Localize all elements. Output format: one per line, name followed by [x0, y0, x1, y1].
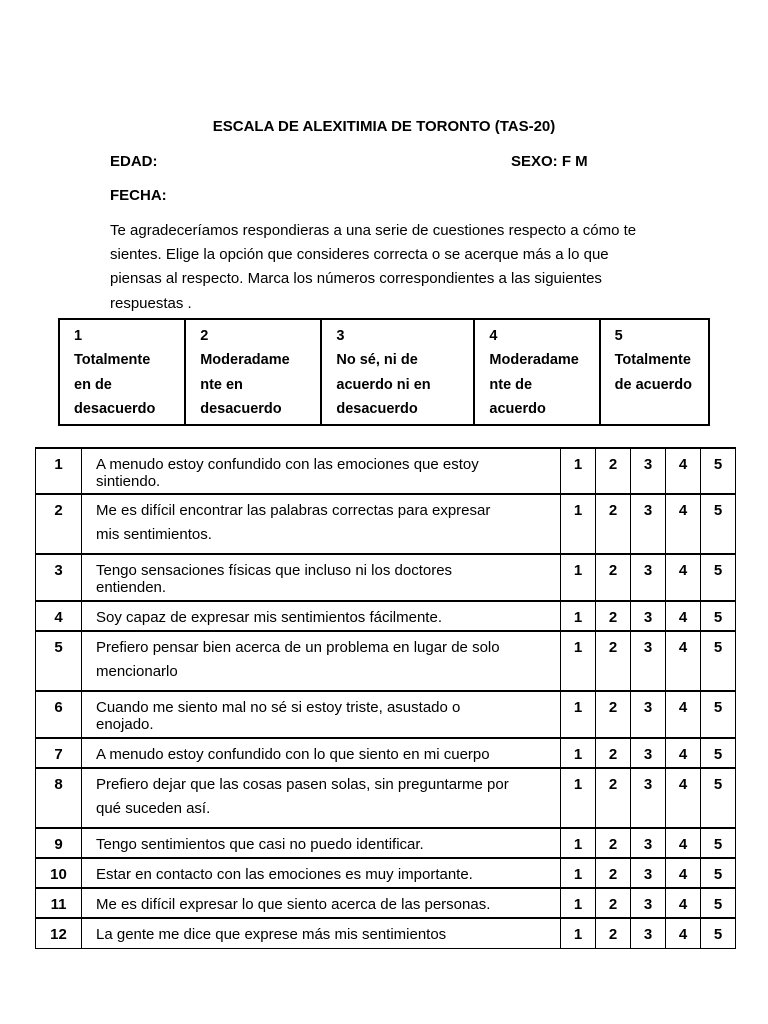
item-statement-line: Estar en contacto con las emociones es muy importante.	[96, 866, 473, 883]
item-3-option-1[interactable]: 1	[561, 554, 596, 601]
item-statement	[82, 554, 561, 601]
item-row-9	[36, 828, 736, 858]
legend-text: acuerdo	[489, 401, 546, 418]
item-row-11	[36, 888, 736, 918]
item-7-option-1[interactable]: 1	[561, 738, 596, 768]
item-statement	[82, 888, 561, 918]
item-2-option-3[interactable]: 3	[631, 494, 666, 554]
item-10-option-4[interactable]: 4	[666, 858, 701, 888]
item-statement-line: Tengo sentimientos que casi no puedo identificar.	[96, 836, 424, 853]
item-statement-line: A menudo estoy confundido con lo que siento en mi cuerpo	[96, 746, 490, 763]
item-number: 10	[36, 858, 82, 888]
legend-text: 1	[74, 328, 83, 344]
item-statement-line: mis sentimientos.	[96, 526, 212, 543]
item-4-option-1[interactable]: 1	[561, 601, 596, 631]
item-number: 7	[36, 738, 82, 768]
legend-text: en de	[74, 376, 112, 393]
document-title: ESCALA DE ALEXITIMIA DE TORONTO (TAS-20)	[212, 118, 556, 135]
item-11-option-3[interactable]: 3	[631, 888, 666, 918]
item-10-option-5[interactable]: 5	[701, 858, 736, 888]
item-5-option-4[interactable]: 4	[666, 631, 701, 691]
instructions-line: piensas al respecto. Marca los números correspondientes a las siguientes	[110, 270, 602, 288]
item-row-1	[36, 448, 736, 494]
item-statement	[82, 828, 561, 858]
item-3-option-5[interactable]: 5	[701, 554, 736, 601]
item-4-option-4[interactable]: 4	[666, 601, 701, 631]
legend-text: acuerdo ni en	[336, 376, 431, 393]
item-8-option-5[interactable]: 5	[701, 768, 736, 828]
legend-text: Totalmente	[614, 352, 691, 369]
item-1-option-2[interactable]: 2	[596, 448, 631, 494]
item-row-4	[36, 601, 736, 631]
item-5-option-1[interactable]: 1	[561, 631, 596, 691]
item-3-option-2[interactable]: 2	[596, 554, 631, 601]
item-statement-line: A menudo estoy confundido con las emociones que estoy	[96, 456, 479, 473]
item-statement-line: Me es difícil encontrar las palabras correctas para expresar	[96, 502, 491, 519]
item-number: 6	[36, 691, 82, 738]
item-6-option-2[interactable]: 2	[596, 691, 631, 738]
item-8-option-2[interactable]: 2	[596, 768, 631, 828]
item-statement-line: mencionarlo	[96, 663, 178, 680]
item-5-option-5[interactable]: 5	[701, 631, 736, 691]
item-7-option-3[interactable]: 3	[631, 738, 666, 768]
item-7-option-4[interactable]: 4	[666, 738, 701, 768]
instructions-line: respuestas .	[110, 294, 192, 312]
legend-text: desacuerdo	[74, 401, 156, 418]
item-11-option-2[interactable]: 2	[596, 888, 631, 918]
item-statement	[82, 691, 561, 738]
item-statement-line: enojado.	[96, 716, 154, 733]
item-row-5	[36, 631, 736, 691]
item-row-12	[36, 918, 736, 948]
legend-option-4	[475, 320, 600, 424]
legend-text: Totalmente	[74, 352, 151, 369]
item-11-option-4[interactable]: 4	[666, 888, 701, 918]
item-statement	[82, 738, 561, 768]
legend-text: 2	[200, 328, 209, 344]
item-8-option-4[interactable]: 4	[666, 768, 701, 828]
legend-text: desacuerdo	[200, 401, 282, 418]
response-scale-legend	[58, 318, 710, 426]
fecha-label: FECHA:	[110, 187, 167, 204]
item-2-option-1[interactable]: 1	[561, 494, 596, 554]
item-11-option-5[interactable]: 5	[701, 888, 736, 918]
item-statement-line: La gente me dice que exprese más mis sentimientos	[96, 926, 447, 943]
legend-text: 5	[614, 328, 623, 344]
item-3-option-3[interactable]: 3	[631, 554, 666, 601]
item-5-option-2[interactable]: 2	[596, 631, 631, 691]
item-10-option-3[interactable]: 3	[631, 858, 666, 888]
legend-text: 3	[336, 328, 345, 344]
item-row-8	[36, 768, 736, 828]
item-statement-line: Cuando me siento mal no sé si estoy triste, asustado o	[96, 699, 461, 716]
instructions-line: Te agradeceríamos respondieras a una serie de cuestiones respecto a cómo te	[110, 222, 637, 239]
item-statement-line: Prefiero dejar que las cosas pasen solas, sin preguntarme por	[96, 776, 509, 793]
item-number: 1	[36, 448, 82, 494]
legend-text: 4	[489, 328, 498, 344]
item-12-option-5[interactable]: 5	[701, 918, 736, 948]
item-statement-line: Soy capaz de expresar mis sentimientos fácilmente.	[96, 609, 442, 626]
edad-label: EDAD:	[110, 153, 158, 170]
legend-text: No sé, ni de	[336, 352, 418, 369]
item-statement-line: sintiendo.	[96, 473, 161, 490]
item-row-10	[36, 858, 736, 888]
legend-option-1	[60, 320, 186, 424]
item-1-option-5[interactable]: 5	[701, 448, 736, 494]
item-statement	[82, 494, 561, 554]
item-6-option-4[interactable]: 4	[666, 691, 701, 738]
item-number: 4	[36, 601, 82, 631]
item-statement	[82, 448, 561, 494]
legend-text: nte de	[489, 376, 533, 393]
item-row-6	[36, 691, 736, 738]
item-number: 9	[36, 828, 82, 858]
item-6-option-1[interactable]: 1	[561, 691, 596, 738]
item-1-option-1[interactable]: 1	[561, 448, 596, 494]
item-statement-line: Prefiero pensar bien acerca de un problema en lugar de solo	[96, 639, 500, 656]
item-2-option-5[interactable]: 5	[701, 494, 736, 554]
item-1-option-3[interactable]: 3	[631, 448, 666, 494]
item-10-option-1[interactable]: 1	[561, 858, 596, 888]
item-number: 8	[36, 768, 82, 828]
item-10-option-2[interactable]: 2	[596, 858, 631, 888]
item-9-option-3[interactable]: 3	[631, 828, 666, 858]
item-1-option-4[interactable]: 4	[666, 448, 701, 494]
item-number: 2	[36, 494, 82, 554]
legend-option-5	[601, 320, 708, 424]
item-8-option-1[interactable]: 1	[561, 768, 596, 828]
item-12-option-1[interactable]: 1	[561, 918, 596, 948]
item-number: 11	[36, 888, 82, 918]
legend-text: desacuerdo	[336, 401, 418, 418]
item-2-option-4[interactable]: 4	[666, 494, 701, 554]
legend-option-2	[186, 320, 322, 424]
item-3-option-4[interactable]: 4	[666, 554, 701, 601]
item-7-option-2[interactable]: 2	[596, 738, 631, 768]
item-row-2	[36, 494, 736, 554]
item-statement-line: Tengo sensaciones físicas que incluso ni los doctores	[96, 562, 453, 579]
item-row-7	[36, 738, 736, 768]
item-statement	[82, 918, 561, 948]
item-9-option-2[interactable]: 2	[596, 828, 631, 858]
item-12-option-3[interactable]: 3	[631, 918, 666, 948]
item-12-option-4[interactable]: 4	[666, 918, 701, 948]
item-2-option-2[interactable]: 2	[596, 494, 631, 554]
item-4-option-3[interactable]: 3	[631, 601, 666, 631]
item-statement-line: entienden.	[96, 579, 167, 596]
item-statement	[82, 631, 561, 691]
item-statement-line: Me es difícil expresar lo que siento acerca de las personas.	[96, 896, 491, 913]
sexo-label: SEXO: F M	[511, 153, 588, 170]
item-statement-line: qué suceden así.	[96, 800, 211, 817]
item-6-option-5[interactable]: 5	[701, 691, 736, 738]
item-number: 5	[36, 631, 82, 691]
instructions-line: sientes. Elige la opción que consideres correcta o se acerque más a lo que	[110, 246, 609, 264]
legend-option-3	[322, 320, 475, 424]
item-11-option-1[interactable]: 1	[561, 888, 596, 918]
item-statement	[82, 601, 561, 631]
item-5-option-3[interactable]: 3	[631, 631, 666, 691]
item-number: 3	[36, 554, 82, 601]
item-statement	[82, 858, 561, 888]
item-row-3	[36, 554, 736, 601]
instructions-paragraph	[110, 219, 670, 316]
item-number: 12	[36, 918, 82, 948]
legend-text: nte en	[200, 376, 243, 393]
item-9-option-1[interactable]: 1	[561, 828, 596, 858]
item-6-option-3[interactable]: 3	[631, 691, 666, 738]
item-8-option-3[interactable]: 3	[631, 768, 666, 828]
legend-text: Moderadame	[489, 352, 579, 369]
item-7-option-5[interactable]: 5	[701, 738, 736, 768]
legend-text: Moderadame	[200, 352, 290, 369]
item-9-option-5[interactable]: 5	[701, 828, 736, 858]
item-12-option-2[interactable]: 2	[596, 918, 631, 948]
item-9-option-4[interactable]: 4	[666, 828, 701, 858]
item-4-option-2[interactable]: 2	[596, 601, 631, 631]
item-4-option-5[interactable]: 5	[701, 601, 736, 631]
item-statement	[82, 768, 561, 828]
questionnaire-items-table	[35, 447, 736, 949]
legend-text: de acuerdo	[614, 376, 692, 393]
